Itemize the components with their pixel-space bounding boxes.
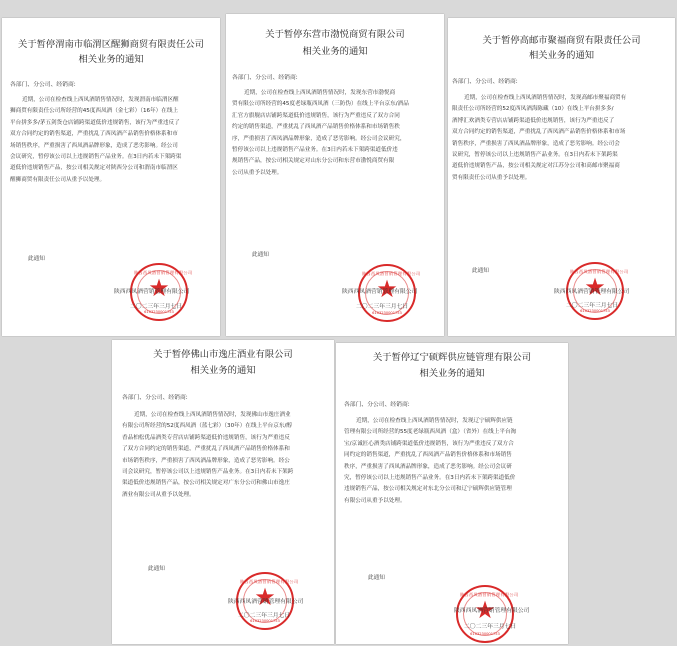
doc-greeting: 各部门、分公司、经销商:	[10, 82, 76, 88]
doc-body	[344, 416, 562, 507]
star-icon: ★	[474, 596, 496, 624]
body-line: 汇官方旗舰店店铺跨渠道低价违规销售，该行为严重违反了双方合同	[232, 112, 400, 119]
body-line: 司会议研究，暂停该公司以上违规销售产品业务。在3日内若未下架跨	[122, 469, 294, 476]
body-line: 市场销售秩序，严重损害了西凤酒品牌形象，造成了恶劣影响。经公	[122, 457, 290, 464]
doc-company-signature: 陕西西凤酒营销管理有限公司	[228, 599, 304, 605]
body-line: 近期，公司在检查线上西凤酒销售情况时，发现辽宁硕辉供应链	[356, 418, 513, 424]
body-line: 规销售产品，按公司相关规定对山东分公司和东营市渤悦商贸有限	[232, 158, 395, 165]
seal-code: 6103230001753	[580, 309, 610, 313]
body-line: 双方合同约定的销售渠道，严重扰乱了西凤酒产品销售价格体系和市场	[452, 129, 626, 136]
body-line: 究，暂停该公司以上违规销售产品业务。在3日内若未下架跨渠道低价	[344, 475, 516, 482]
body-line: 狮商贸有限责任公司所经营的45度西凤酒（金七彩）（16年）在线上	[10, 108, 179, 115]
doc-date: 二〇二三年三月七日	[566, 303, 619, 309]
doc-title-line-1: 关于暂停渭南市临渭区醒狮商贸有限责任公司	[18, 39, 204, 50]
doc-title-line-2: 相关业务的通知	[419, 368, 485, 379]
company-seal	[456, 585, 519, 643]
doc-body	[232, 88, 438, 179]
body-line: 香品柏松优品酒类专营店店铺跨渠道低价违规销售，该行为严重违反	[122, 434, 290, 441]
body-line: 序，严重损害了西凤酒品牌形象，造成了恶劣影响。经公司会议研究，	[232, 135, 406, 142]
body-line: 约定的销售渠道，严重扰乱了西凤酒产品销售价格体系和市场销售秩	[232, 124, 400, 131]
seal-arc-text: 陕西西凤酒营销管理有限公司	[240, 579, 299, 584]
notice-document-2	[226, 14, 444, 336]
body-line: 近期，公司在检查线上西凤酒销售情况时，发现东营市渤悦商	[244, 90, 396, 96]
doc-date: 二〇二三年三月七日	[464, 624, 517, 630]
seal-arc-text: 陕西西凤酒营销管理有限公司	[362, 271, 421, 276]
doc-greeting: 各部门、分公司、经销商:	[232, 75, 298, 81]
star-icon: ★	[148, 274, 170, 302]
body-line: 近期，公司在检查线上西凤酒销售情况时，发现渭南市临渭区醒	[22, 97, 179, 103]
doc-closing: 此通知	[28, 256, 45, 262]
seal-code: 6103230001753	[250, 619, 280, 623]
body-line: 宝/京诚匠心酒类店铺跨渠道低价违规销售，该行为严重违反了双方合	[344, 440, 514, 447]
body-line: 会议研究，暂停该公司以上违规销售产品业务。在3日内若未下架跨渠	[10, 154, 182, 161]
doc-date: 二〇二三年三月七日	[356, 304, 409, 310]
doc-greeting: 各部门、分公司、经销商:	[452, 79, 518, 85]
doc-body	[10, 95, 212, 186]
body-line: 醒狮商贸有限责任公司从重予以处理。	[10, 176, 106, 183]
doc-company-signature: 陕西西凤酒营销管理有限公司	[454, 608, 530, 614]
doc-company-signature: 陕西西凤酒营销管理有限公司	[554, 289, 630, 295]
doc-closing: 此通知	[472, 268, 489, 274]
body-line: 同约定的销售渠道，严重扰乱了西凤酒产品销售价格体系和市场销售	[344, 452, 512, 459]
doc-greeting: 各部门、分公司、经销商:	[122, 395, 188, 401]
seal-code: 6103230001753	[144, 310, 174, 314]
body-line: 有限公司所经营的52度西凤酒（蓝七彩）（30年）在线上平台京东/醇	[122, 423, 292, 430]
doc-title-line-2: 相关业务的通知	[302, 46, 368, 57]
body-line: 限责任公司所经营的52度西凤酒海陈藏（10）在线上平台拼多多/	[452, 106, 614, 113]
body-line: 秩序，严重损害了西凤酒品牌形象，造成了恶劣影响。经公司会议研	[344, 463, 512, 470]
body-line: 道低价违规销售产品，按公司相关规定对陕西分公司和渭南市临渭区	[10, 165, 178, 172]
seal-arc-text: 陕西西凤酒营销管理有限公司	[460, 592, 519, 597]
body-line: 平台拼多多/茅五剑货仓店铺跨渠道低价违规销售，该行为严重违反了	[10, 119, 180, 126]
doc-title-line-1: 关于暂停高邮市聚福商贸有限责任公司	[482, 35, 641, 46]
body-line: 近期，公司在检查线上西凤酒销售情况时，发现高邮市聚福商贸有	[464, 95, 627, 101]
doc-closing: 此通知	[368, 575, 385, 581]
doc-greeting: 各部门、分公司、经销商:	[344, 402, 410, 408]
doc-closing: 此通知	[148, 566, 165, 572]
notice-document-1	[2, 18, 220, 336]
body-line: 议研究，暂停该公司以上违规销售产品业务。在3日内若未下架跨渠	[452, 152, 618, 159]
doc-body	[122, 410, 328, 501]
body-line: 有限公司从重予以处理。	[344, 497, 406, 504]
body-line: 暂停该公司以上违规销售产品业务。在3日内若未下架跨渠道低价违	[232, 147, 398, 154]
body-line: 酒博汇欢酒类专营店店铺跨渠道低价违规销售，该行为严重违反了	[452, 117, 615, 124]
body-line: 违规销售产品，按公司相关规定对东北分公司和辽宁硕辉供应链管理	[344, 486, 512, 493]
doc-closing: 此通知	[252, 252, 269, 258]
doc-body	[452, 93, 672, 184]
body-line: 渠道低价违规销售产品，按公司相关规定对广东分公司和佛山市逸庄	[122, 480, 290, 487]
star-icon: ★	[584, 273, 606, 301]
doc-title-line-1: 关于暂停佛山市逸庄酒业有限公司	[153, 349, 293, 360]
doc-company-signature: 陕西西凤酒营销管理有限公司	[114, 289, 190, 295]
seal-arc-text: 陕西西凤酒营销管理有限公司	[570, 269, 629, 274]
body-line: 道低价违规销售产品，按公司相关规定对江苏分公司和高邮市聚福商	[452, 163, 620, 170]
body-line: 场销售秩序，严重损害了西凤酒品牌形象，造成了恶劣影响。经公司	[10, 142, 178, 149]
doc-date: 二〇二三年三月七日	[130, 304, 183, 310]
body-line: 贸有限公司所经营的45度老绿瓶西凤酒（三防伪）在线上平台京东/酒品	[232, 101, 409, 108]
notice-document-5	[336, 343, 568, 644]
seal-code: 6103230001753	[372, 311, 402, 315]
doc-title-line-1: 关于暂停辽宁硕辉供应链管理有限公司	[372, 352, 532, 363]
notice-document-3	[448, 18, 675, 336]
body-line: 销售秩序，严重损害了西凤酒品牌形象，造成了恶劣影响。经公司会	[452, 140, 620, 147]
seal-code: 6103230001753	[470, 632, 500, 636]
doc-date: 二〇二三年三月七日	[238, 613, 291, 619]
notice-document-4	[112, 340, 334, 644]
doc-title-line-2: 相关业务的通知	[528, 50, 595, 61]
body-line: 了双方合同约定的销售渠道，严重扰乱了西凤酒产品销售价格体系和	[122, 446, 290, 453]
star-icon: ★	[254, 583, 276, 611]
body-line: 贸有限责任公司从重予以处理。	[452, 174, 531, 181]
body-line: 公司从重予以处理。	[232, 169, 283, 176]
seal-arc-text: 陕西西凤酒营销管理有限公司	[134, 270, 193, 275]
body-line: 近期，公司在检查线上西凤酒销售情况时，发现佛山市逸庄酒业	[134, 412, 291, 418]
body-line: 管理有限公司所经营的55度老绿瓶西凤酒（盒）（省外）在线上平台淘	[344, 429, 517, 436]
doc-company-signature: 陕西西凤酒营销管理有限公司	[342, 289, 418, 295]
body-line: 酒业有限公司从重予以处理。	[122, 491, 195, 498]
doc-title-line-2: 相关业务的通知	[190, 365, 256, 376]
star-icon: ★	[376, 275, 398, 303]
doc-title-line-2: 相关业务的通知	[78, 54, 144, 65]
doc-title-line-1: 关于暂停东营市渤悦商贸有限公司	[265, 29, 405, 40]
body-line: 双方合同约定的销售渠道，严重扰乱了西凤酒产品销售价格体系和市	[10, 131, 178, 138]
